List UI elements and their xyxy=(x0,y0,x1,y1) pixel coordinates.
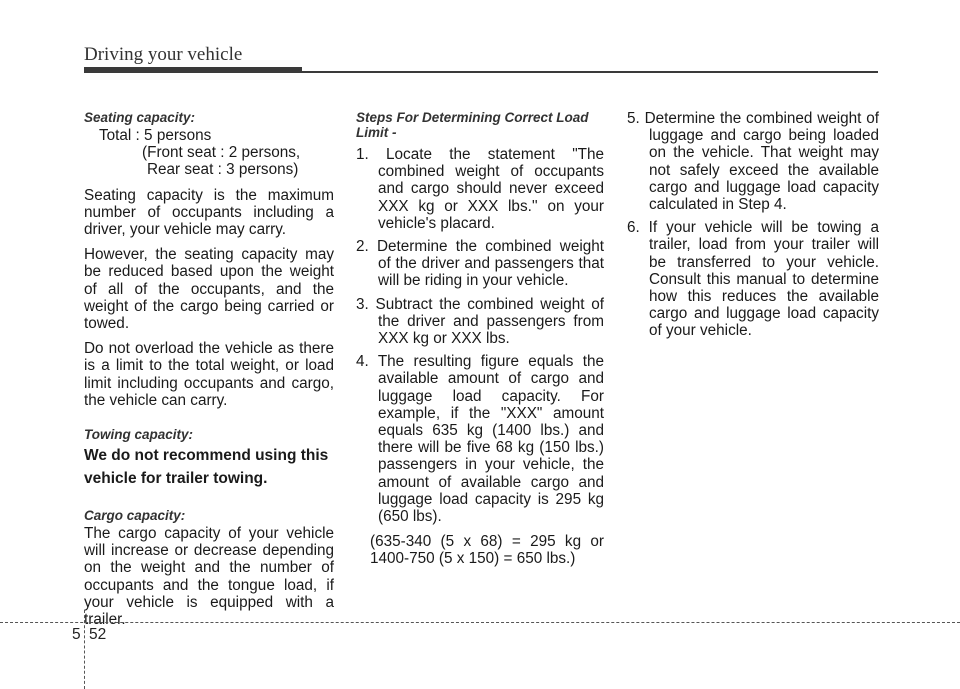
step-6: 6. If your vehicle will be towing a trailer, load from your trailer will be transferred to your vehicle. Consult this manual to determine how this reduces the available cargo and luggage load capacity of your vehicle. xyxy=(627,219,879,340)
seating-front: (Front seat : 2 persons, xyxy=(142,144,301,162)
cargo-capacity-text: The cargo capacity of your vehicle will increase or decrease depending on the weight and the number of occupants and the tongue load, if your vehicle is equipped with a trailer. xyxy=(84,525,334,629)
chapter-number: 5 xyxy=(72,626,81,643)
header-rule-thin xyxy=(84,71,878,73)
seating-paragraph-3: Do not overload the vehicle as there is a limit to the total weight, or load limit including occupants and cargo, the vehicle can carry. xyxy=(84,340,334,409)
cargo-capacity-heading: Cargo capacity: xyxy=(84,508,186,524)
column-left xyxy=(84,110,334,636)
seating-paragraph-1: Seating capacity is the maximum number of occupants including a driver, your vehicle may carry. xyxy=(84,186,334,239)
column-right xyxy=(627,110,879,346)
steps-heading: Steps For Determining Correct Load Limit - xyxy=(356,110,589,140)
calculation-example: (635-340 (5 x 68) = 295 kg or 1400-750 (5 x 150) = 650 lbs.) xyxy=(370,533,604,568)
towing-capacity-heading: Towing capacity: xyxy=(84,427,194,443)
column-middle xyxy=(356,110,604,568)
towing-capacity-text: We do not recommend using this vehicle for trailer towing. xyxy=(84,447,329,488)
seating-rear: Rear seat : 3 persons) xyxy=(147,161,299,179)
footer-dashed-divider xyxy=(84,610,85,689)
seating-total: Total : 5 persons xyxy=(99,127,212,144)
page-number: 52 xyxy=(89,626,107,643)
steps-list-continued xyxy=(627,110,879,340)
step-1: 1. Locate the statement "The combined weight of occupants and cargo should never exceed XXX kg or XXX lbs.'' on your vehicle's placard. xyxy=(356,146,604,232)
seating-paragraph-2: However, the seating capacity may be reduced based upon the weight of all of the occupants, and the weight of the cargo being carried or towed. xyxy=(84,246,334,333)
step-5: 5. Determine the combined weight of luggage and cargo being loaded on the vehicle. That weight may not safely exceed the available cargo and luggage load capacity calculated in Step 4. xyxy=(627,110,879,214)
page-header-title: Driving your vehicle xyxy=(84,44,243,65)
step-3: 3. Subtract the combined weight of the driver and passengers from XXX kg or XXX lbs. xyxy=(356,295,604,348)
seating-capacity-heading: Seating capacity: xyxy=(84,110,196,125)
step-4: 4. The resulting figure equals the available amount of cargo and luggage load capacity. For example, if the "XXX" amount equals 635 kg (1400 lbs.) and there will be five 68 kg (150 lbs.) passengers in your vehicle, the amount of available cargo and luggage load capacity is 295 kg (650 lbs). xyxy=(356,353,604,526)
steps-list xyxy=(356,146,604,525)
footer-dashed-rule xyxy=(0,622,960,623)
step-2: 2. Determine the combined weight of the driver and passengers that will be riding in your vehicle. xyxy=(356,238,604,290)
